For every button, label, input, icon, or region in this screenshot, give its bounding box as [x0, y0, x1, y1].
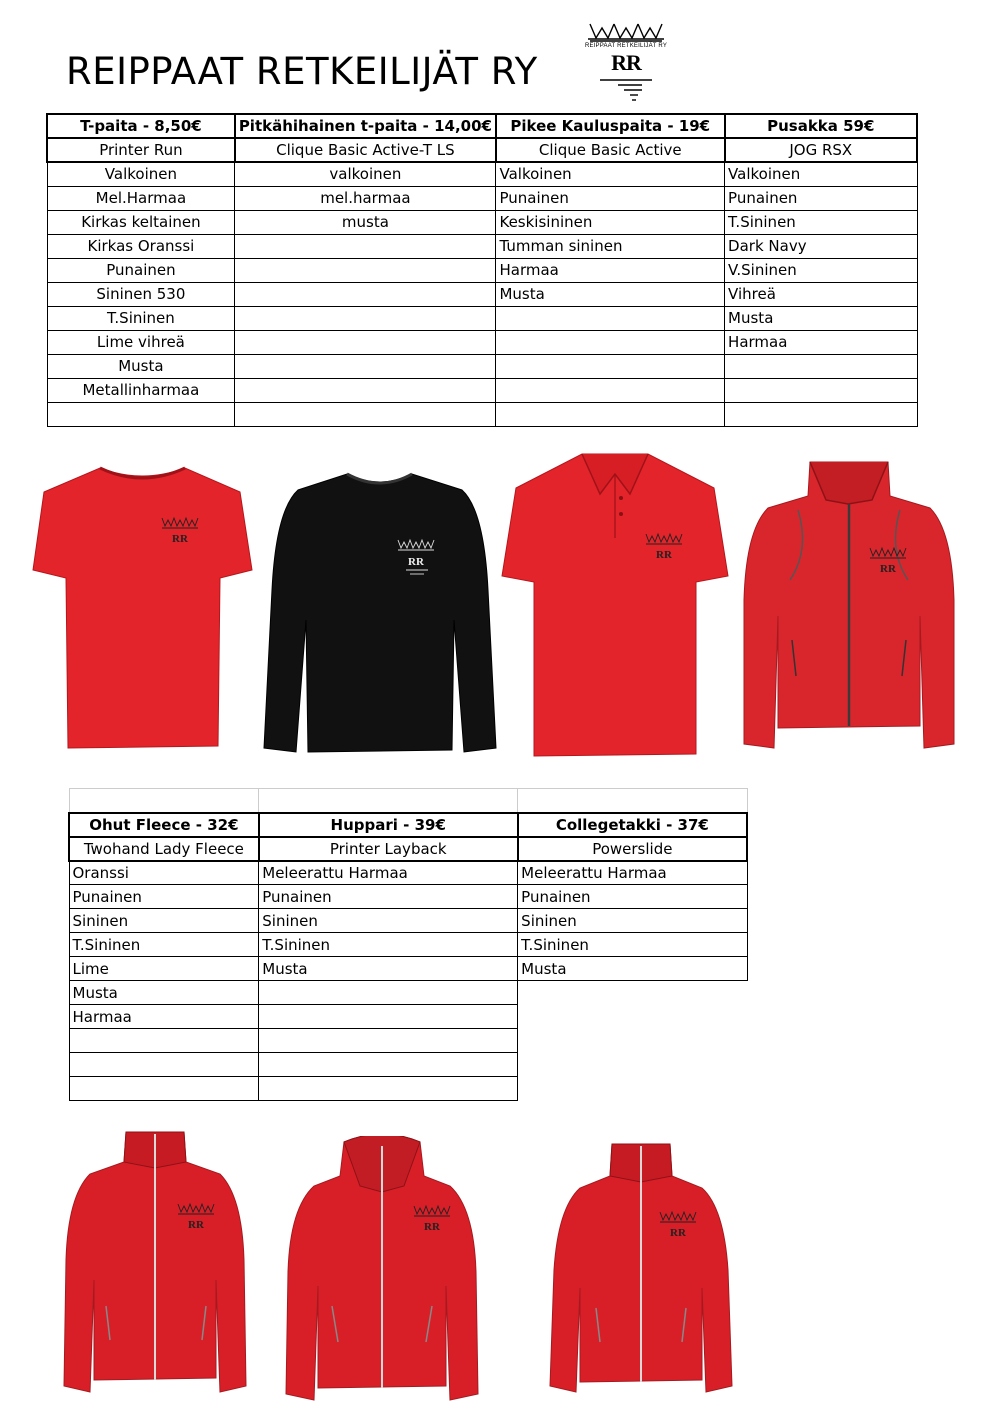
color-cell: Musta: [518, 957, 747, 981]
color-cell: [235, 282, 496, 306]
color-cell: Musta: [47, 354, 235, 378]
tshirt-shape: [33, 468, 252, 748]
color-cell: Harmaa: [496, 258, 725, 282]
svg-text:RR: RR: [880, 563, 896, 575]
table-row: [47, 378, 917, 402]
color-cell: [259, 1029, 518, 1053]
color-cell: [518, 1029, 747, 1053]
color-cell: Punainen: [496, 186, 725, 210]
color-cell: [69, 1053, 259, 1077]
svg-text:RR: RR: [656, 549, 672, 561]
color-cell: Sininen 530: [47, 282, 235, 306]
table-row: [47, 306, 917, 330]
product-model: Powerslide: [518, 837, 747, 861]
product-model: Printer Layback: [259, 837, 518, 861]
color-cell: T.Sininen: [725, 210, 917, 234]
color-cell: Punainen: [725, 186, 917, 210]
table-row: [69, 909, 747, 933]
color-cell: [235, 258, 496, 282]
spacer-cell: [259, 789, 518, 813]
svg-text:RR: RR: [424, 1221, 440, 1233]
product-title: Pitkähihainen t-paita - 14,00€: [235, 114, 496, 138]
price-table-bottom: [68, 788, 748, 1101]
color-cell: [47, 402, 235, 426]
color-cell: Metallinharmaa: [47, 378, 235, 402]
table-row: [47, 330, 917, 354]
color-cell: [235, 234, 496, 258]
product-title: Pikee Kauluspaita - 19€: [496, 114, 725, 138]
color-cell: Oranssi: [69, 861, 259, 885]
color-cell: Kirkas Oranssi: [47, 234, 235, 258]
table-model-row: [69, 837, 747, 861]
color-cell: Valkoinen: [496, 162, 725, 186]
page-title: REIPPAAT RETKEILIJÄT RY: [66, 50, 538, 93]
color-cell: [518, 981, 747, 1005]
product-title: Pusakka 59€: [725, 114, 917, 138]
color-cell: Dark Navy: [725, 234, 917, 258]
color-cell: Lime vihreä: [47, 330, 235, 354]
logo-org-text: REIPPAAT RETKEILIJÄT RY: [584, 43, 668, 49]
color-cell: [518, 1005, 747, 1029]
color-cell: [518, 1053, 747, 1077]
table-spacer-row: [69, 789, 747, 813]
polo-image: [500, 448, 730, 760]
color-cell: T.Sininen: [47, 306, 235, 330]
color-cell: [259, 1005, 518, 1029]
color-cell: Punainen: [259, 885, 518, 909]
color-cell: Lime: [69, 957, 259, 981]
color-cell: musta: [235, 210, 496, 234]
color-cell: Valkoinen: [47, 162, 235, 186]
table-row: [47, 186, 917, 210]
color-cell: Valkoinen: [725, 162, 917, 186]
color-cell: [235, 402, 496, 426]
color-cell: [496, 354, 725, 378]
color-cell: Meleerattu Harmaa: [259, 861, 518, 885]
product-title: T-paita - 8,50€: [47, 114, 235, 138]
color-cell: T.Sininen: [518, 933, 747, 957]
color-cell: Harmaa: [725, 330, 917, 354]
color-cell: [259, 1053, 518, 1077]
product-title: Huppari - 39€: [259, 813, 518, 837]
tshirt-image: [30, 462, 255, 752]
color-cell: Mel.Harmaa: [47, 186, 235, 210]
hoodie-image: [284, 1136, 480, 1406]
color-cell: [496, 402, 725, 426]
color-cell: Meleerattu Harmaa: [518, 861, 747, 885]
fleece-image: [60, 1130, 250, 1400]
color-cell: Harmaa: [69, 1005, 259, 1029]
product-model: Clique Basic Active-T LS: [235, 138, 496, 162]
color-cell: V.Sininen: [725, 258, 917, 282]
color-cell: [235, 306, 496, 330]
table-row: [47, 282, 917, 306]
product-title: Ohut Fleece - 32€: [69, 813, 259, 837]
color-cell: [725, 402, 917, 426]
color-cell: [69, 1029, 259, 1053]
table-row: [69, 933, 747, 957]
table-row: [47, 234, 917, 258]
color-cell: Musta: [69, 981, 259, 1005]
color-cell: valkoinen: [235, 162, 496, 186]
table-row: [69, 1029, 747, 1053]
table-row: [47, 258, 917, 282]
association-logo: [580, 20, 672, 106]
color-cell: Musta: [725, 306, 917, 330]
table-row: [47, 210, 917, 234]
color-cell: Sininen: [259, 909, 518, 933]
color-cell: Musta: [496, 282, 725, 306]
color-cell: Vihreä: [725, 282, 917, 306]
color-cell: [235, 330, 496, 354]
logo-monogram: RR: [611, 50, 641, 75]
svg-text:RR: RR: [188, 1219, 204, 1231]
table-row: [69, 981, 747, 1005]
svg-text:RR: RR: [670, 1227, 686, 1239]
spacer-cell: [518, 789, 747, 813]
longsleeve-image: [262, 470, 498, 758]
color-cell: [725, 354, 917, 378]
color-cell: Sininen: [518, 909, 747, 933]
table-row: [47, 402, 917, 426]
color-cell: Punainen: [47, 258, 235, 282]
color-cell: [496, 330, 725, 354]
table-header-row: [47, 114, 917, 138]
table-row: [69, 957, 747, 981]
color-cell: [725, 378, 917, 402]
spacer-cell: [69, 789, 259, 813]
color-cell: [259, 1077, 518, 1101]
color-cell: [235, 354, 496, 378]
table-row: [69, 885, 747, 909]
table-row: [69, 1053, 747, 1077]
table-row: [69, 1077, 747, 1101]
product-model: Clique Basic Active: [496, 138, 725, 162]
svg-text:RR: RR: [408, 556, 424, 568]
color-cell: mel.harmaa: [235, 186, 496, 210]
table-row: [47, 354, 917, 378]
color-cell: Punainen: [69, 885, 259, 909]
color-cell: T.Sininen: [69, 933, 259, 957]
table-header-row: [69, 813, 747, 837]
color-cell: [496, 306, 725, 330]
color-cell: Sininen: [69, 909, 259, 933]
color-cell: [496, 378, 725, 402]
color-cell: [235, 378, 496, 402]
product-model: JOG RSX: [725, 138, 917, 162]
color-cell: Keskisininen: [496, 210, 725, 234]
product-model: Printer Run: [47, 138, 235, 162]
color-cell: [69, 1077, 259, 1101]
pusakka-jacket-image: [740, 460, 958, 752]
color-cell: Musta: [259, 957, 518, 981]
color-cell: [259, 981, 518, 1005]
color-cell: Kirkas keltainen: [47, 210, 235, 234]
color-cell: T.Sininen: [259, 933, 518, 957]
color-cell: Tumman sininen: [496, 234, 725, 258]
color-cell: [518, 1077, 747, 1101]
product-title: Collegetakki - 37€: [518, 813, 747, 837]
product-model: Twohand Lady Fleece: [69, 837, 259, 861]
color-cell: Punainen: [518, 885, 747, 909]
tshirt-print: RR: [172, 533, 188, 545]
table-row: [69, 1005, 747, 1029]
table-model-row: [47, 138, 917, 162]
table-row: [47, 162, 917, 186]
price-table-top: [46, 113, 918, 427]
collegetakki-image: [546, 1142, 736, 1398]
table-row: [69, 861, 747, 885]
